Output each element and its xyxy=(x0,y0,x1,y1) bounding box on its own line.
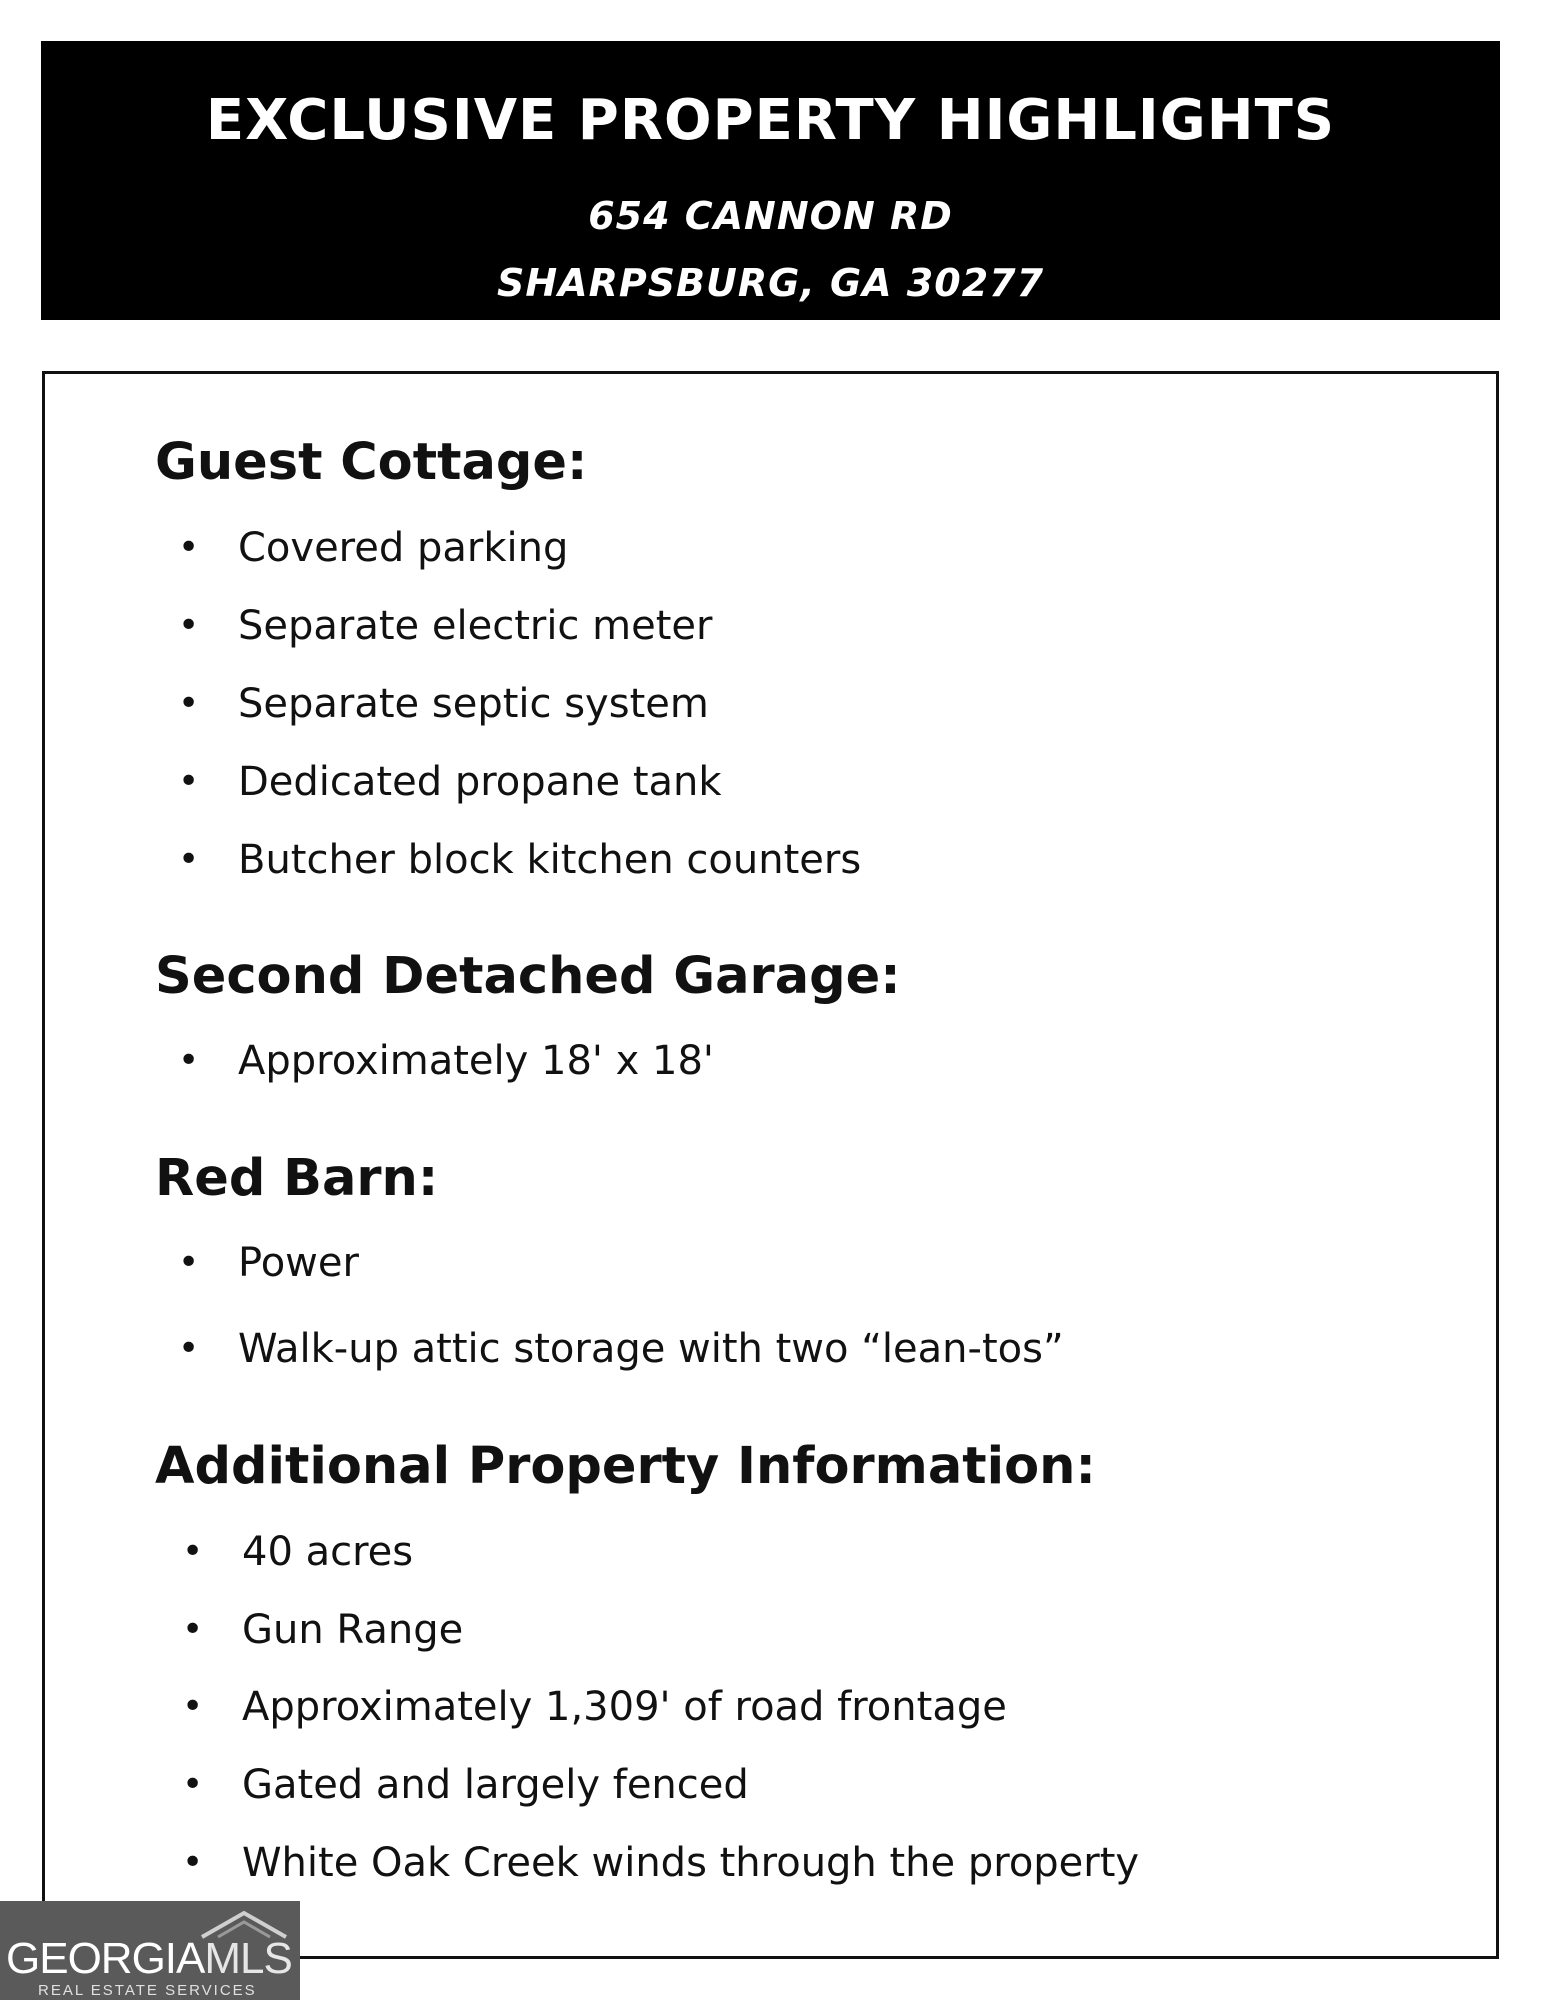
section-heading-guest-cottage: Guest Cottage: xyxy=(155,433,588,492)
list-item: Walk-up attic storage with two “lean-tos” xyxy=(238,1326,1064,1372)
list-item: Approximately 1,309' of road frontage xyxy=(242,1684,1007,1730)
list-item: White Oak Creek winds through the property xyxy=(242,1840,1140,1886)
bullet-icon: • xyxy=(182,1764,204,1805)
section-heading-second-detached-garage: Second Detached Garage: xyxy=(155,947,901,1006)
address-city: SHARPSBURG, GA 30277 xyxy=(496,261,1045,305)
list-item: Dedicated propane tank xyxy=(238,759,722,805)
logo-name-light: MLS xyxy=(204,1934,292,1983)
bullet-icon: • xyxy=(178,527,200,568)
bullet-icon: • xyxy=(178,761,200,802)
bullet-icon: • xyxy=(178,1040,200,1081)
bullet-icon: • xyxy=(178,605,200,646)
bullet-icon: • xyxy=(178,839,200,880)
bullet-icon: • xyxy=(182,1686,204,1727)
list-item: Power xyxy=(238,1240,359,1286)
logo-name-bold: GEORGIA xyxy=(6,1934,205,1983)
list-item: 40 acres xyxy=(242,1529,414,1575)
address-street: 654 CANNON RD xyxy=(588,194,953,238)
section-heading-additional-property-information: Additional Property Information: xyxy=(155,1437,1096,1496)
header-banner xyxy=(41,41,1500,320)
georgia-mls-logo xyxy=(0,1901,300,2000)
bullet-icon: • xyxy=(178,1328,200,1369)
list-item: Approximately 18' x 18' xyxy=(238,1038,714,1084)
list-item: Covered parking xyxy=(238,525,569,571)
bullet-icon: • xyxy=(182,1531,204,1572)
bullet-icon: • xyxy=(182,1842,204,1883)
bullet-icon: • xyxy=(178,683,200,724)
bullet-icon: • xyxy=(178,1242,200,1283)
list-item: Butcher block kitchen counters xyxy=(238,837,862,883)
logo-wordmark xyxy=(6,1935,292,1983)
list-item: Separate septic system xyxy=(238,681,709,727)
logo-tagline: REAL ESTATE SERVICES xyxy=(38,1982,257,1999)
page-title: EXCLUSIVE PROPERTY HIGHLIGHTS xyxy=(205,88,1336,153)
section-heading-red-barn: Red Barn: xyxy=(155,1149,439,1208)
list-item: Separate electric meter xyxy=(238,603,713,649)
bullet-icon: • xyxy=(182,1609,204,1650)
list-item: Gated and largely fenced xyxy=(242,1762,749,1808)
list-item: Gun Range xyxy=(242,1607,464,1653)
